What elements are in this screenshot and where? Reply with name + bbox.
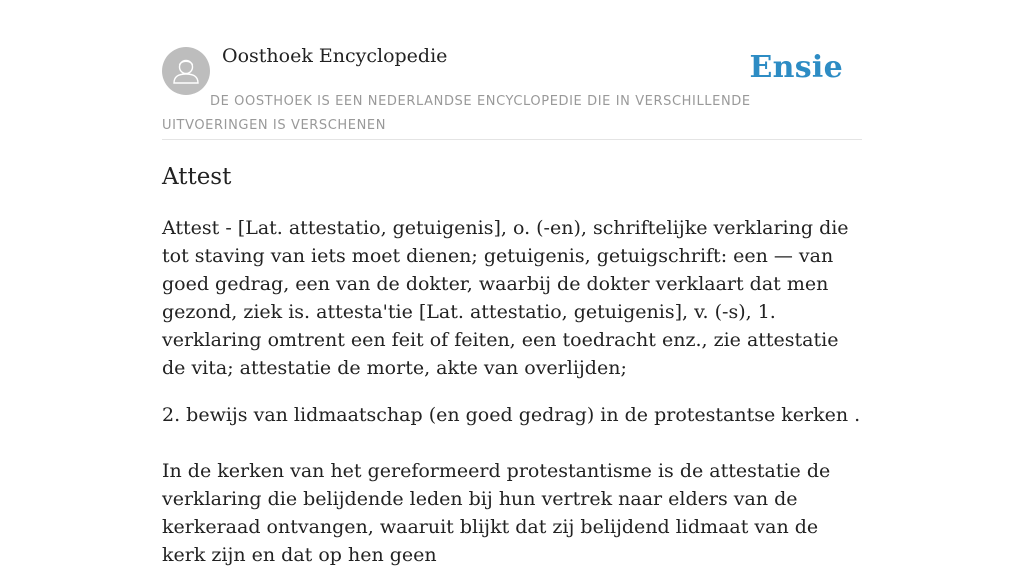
site-header [162, 0, 862, 140]
article-paragraph-1: Attest - [Lat. attestatio, getuigenis], o. (-en), schriftelijke verklaring die tot staving van iets moet dienen; getuigenis, getuigschrift: een — van goed gedrag, een van de dokter, waarbij de dokter verklaart dat men gezond, ziek is. attesta'tie [Lat. attestatio, getuigenis], v. (-s), 1. verklaring omtrent een feit of feiten, een toedracht enz., zie attestatie de vita; attestatie de morte, akte van overlijden; [162, 217, 849, 379]
page [162, 0, 862, 569]
user-icon-graphic [162, 47, 210, 95]
site-title[interactable]: Oosthoek Encyclopedie [222, 45, 448, 67]
user-icon[interactable] [162, 47, 210, 95]
article [162, 164, 862, 569]
article-paragraph-3: In de kerken van het gereformeerd protestantisme is de attestatie de verklaring die belijdende leden bij hun vertrek naar elders van de kerkeraad ontvangen, waaruit blijkt dat zij belijdend lidmaat van de kerk zijn en dat op hen geen [162, 460, 831, 566]
article-paragraph-2: 2. bewijs van lidmaatschap (en goed gedrag) in de protestantse kerken . [162, 404, 861, 426]
article-title: Attest [162, 164, 232, 190]
site-tagline: DE OOSTHOEK IS EEN NEDERLANDSE ENCYCLOPEDIE DIE IN VERSCHILLENDE UITVOERINGEN IS VERSCHENEN [162, 94, 751, 133]
brand-logo[interactable]: Ensie [749, 50, 843, 85]
